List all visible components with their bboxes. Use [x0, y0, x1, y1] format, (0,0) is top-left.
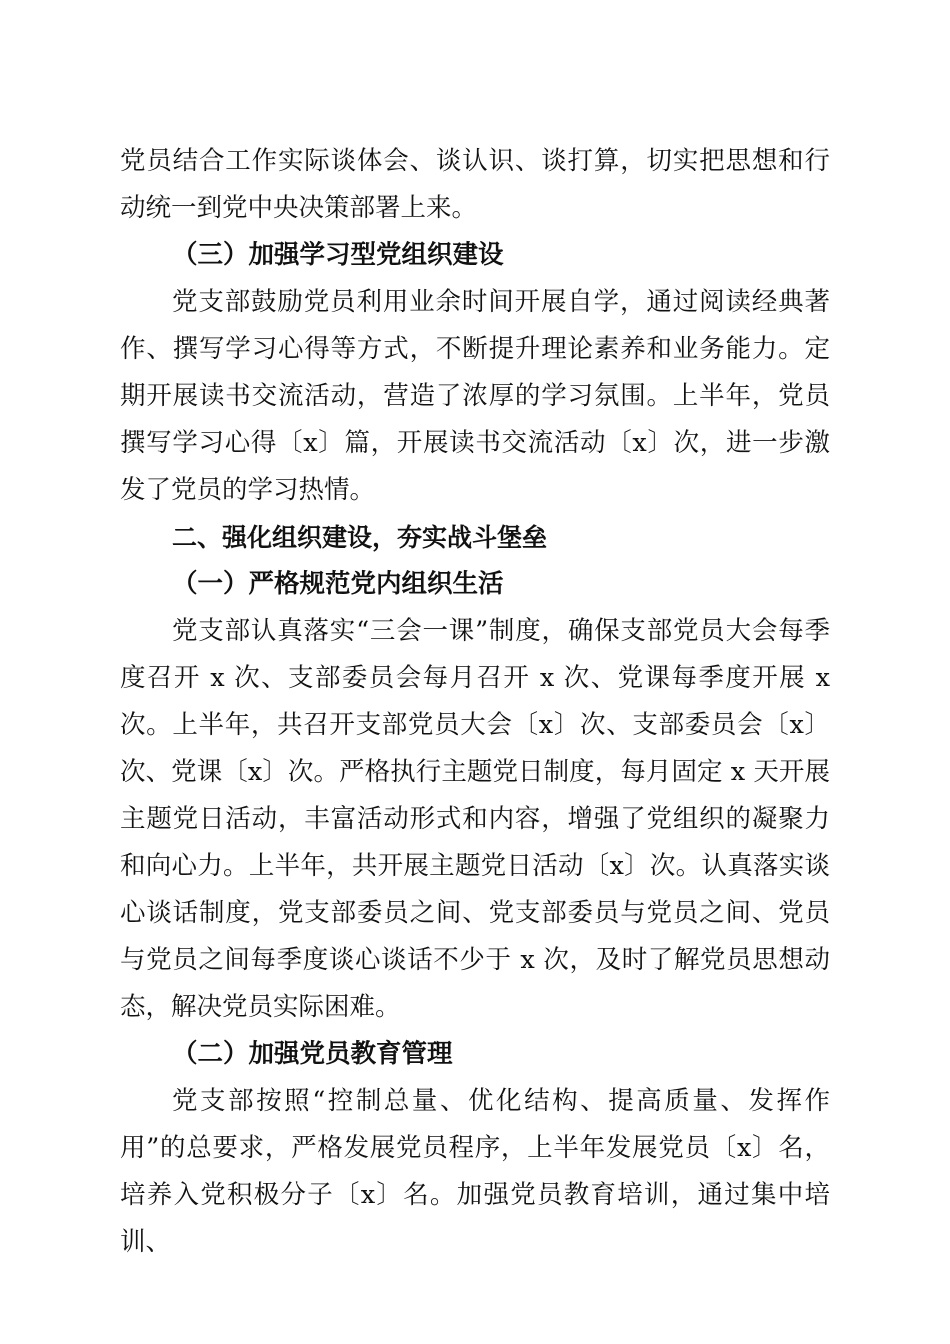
paragraph-three-meetings: 党支部认真落实“三会一课”制度，确保支部党员大会每季度召开 x 次、支部委员会每月召开 x 次、党课每季度开展 x 次。上半年，共召开支部党员大会〔x〕次、支部委员会〔x〕次、党课〔x〕次。严格执行主题党日制度，每月固定 x 天开展主题党日活动，丰富活动形式和内容，增强了党组织的凝聚力和向心力。上半年，共开展主题党日活动〔x〕次。认真落实谈心谈话制度，党支部委员之间、党支部委员与党员之间、党员与党员之间每季度谈心谈话不少于 x 次，及时了解党员思想动态，解决党员实际困难。	[120, 616, 830, 1022]
subheading-study-organization: （三）加强学习型党组织建设	[172, 240, 504, 270]
section-heading-organization: 二、强化组织建设，夯实战斗堡垒	[172, 523, 548, 552]
paragraph-continued: 党员结合工作实际谈体会、谈认识、谈打算，切实把思想和行动统一到党中央决策部署上来。	[120, 146, 830, 223]
document-body	[120, 138, 830, 1266]
subheading-member-education: （二）加强党员教育管理	[172, 1039, 453, 1069]
paragraph-self-study: 党支部鼓励党员利用业余时间开展自学，通过阅读经典著作、撰写学习心得等方式，不断提升理论素养和业务能力。定期开展读书交流活动，营造了浓厚的学习氛围。上半年，党员撰写学习心得〔x〕篇，开展读书交流活动〔x〕次，进一步激发了党员的学习热情。	[120, 287, 830, 505]
subheading-organizational-life: （一）严格规范党内组织生活	[172, 569, 504, 599]
paragraph-member-development: 党支部按照“控制总量、优化结构、提高质量、发挥作用”的总要求，严格发展党员程序，上半年发展党员〔x〕名，培养入党积极分子〔x〕名。加强党员教育培训，通过集中培训、	[120, 1086, 830, 1257]
